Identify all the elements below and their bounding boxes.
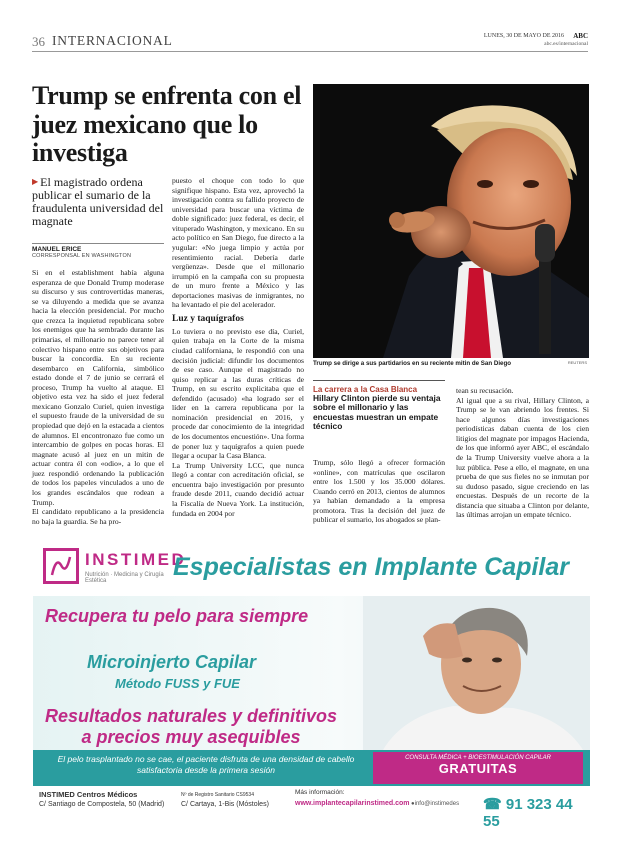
ad-results: Resultados naturales y definitivos a precios muy asequibles xyxy=(44,706,338,747)
ad-info-strip xyxy=(33,750,590,786)
article-column-4 xyxy=(456,386,589,520)
ad-header xyxy=(33,538,590,596)
ad-banner-title: Especialistas en Implante Capilar xyxy=(173,553,569,581)
sidebar-title: Hillary Clinton pierde su ventaja sobre el millonario y las encuestas muestran un empate técnico xyxy=(313,393,441,432)
ad-more-info-label: Más información: xyxy=(295,789,345,796)
free-consultation-badge xyxy=(373,752,583,784)
ad-address-madrid: C/ Santiago de Compostela, 50 (Madrid) xyxy=(39,801,165,808)
paragraph: tean su recusación. xyxy=(456,386,514,395)
whatsapp-icon: ☎ xyxy=(483,796,502,813)
paragraph: puesto el choque con todo lo que signifique hispano. Esta vez, aprovechó la investigación contra su fallido proyecto de universidad para buscar una víctima de doble significado: juez federal, es decir, el vituperado Washington, y mexicano. En su acto político en San Diego, fue directo a la yugular: «No juega limpio y actúa por resentimiento racial. Debería darle vergüenza». Desde que el millonario irrumpió en la campaña con su propuesta de un muro frente a México y las deportaciones masivas de inmigrantes, no ha levantado el pie del acelerador. xyxy=(172,176,304,310)
caption-text: Trump se dirige a sus partidarios en su reciente mitin de San Diego xyxy=(313,360,512,367)
article-column-2 xyxy=(172,176,304,518)
ad-footer xyxy=(33,786,590,830)
article-headline: Trump se enfrenta con el juez mexicano que lo investiga xyxy=(32,81,302,168)
byline-name: MANUEL ERICE xyxy=(32,246,82,253)
section-url: abc.es/internacional xyxy=(544,41,588,47)
badge-title: GRATUITAS xyxy=(438,761,518,776)
ad-phone xyxy=(483,795,590,830)
ad-main-panel xyxy=(33,596,590,750)
social-handle: info@instimedes xyxy=(414,801,460,807)
article-column-3 xyxy=(313,458,445,525)
ad-method: Método FUSS y FUE xyxy=(115,676,240,691)
byline-role: CORRESPONSAL EN WASHINGTON xyxy=(32,253,132,259)
phone-number: 91 323 44 55 xyxy=(483,796,573,830)
subhead: Luz y taquígrafos xyxy=(172,313,244,324)
paragraph: El candidato republicano a la presidencia no baja la guardia. Se ha pro- xyxy=(32,507,164,526)
ad-centers-title: INSTIMED Centros Médicos xyxy=(39,790,138,799)
trump-pointing-image xyxy=(313,84,589,358)
section-name: INTERNACIONAL xyxy=(52,33,173,48)
paragraph: Al igual que a su rival, Hillary Clinton, a Trump se le van abriendo los frentes. Si hace algunos días investigaciones periodísticas daban cuenta de los cien litigios del magnate por impagos Hacienda, de los que informó ayer ABC, el escándalo de la Trump University vuelve ahora a la luz pública. Pese a ello, el magnate, en una prueba de que sus fieles no se inmutan por su dudoso pasado, sigue creciendo en las encuestas. Después de un recorte de la distancia que situaba a Clinton por delante, las últimas arrojan un empate técnico. xyxy=(456,395,589,520)
instimed-advertisement xyxy=(33,538,590,830)
page-number: 36 xyxy=(32,34,45,49)
photo-credit: REUTERS xyxy=(567,360,587,365)
related-sidebar xyxy=(313,380,445,432)
paragraph: Trump, sólo llegó a ofrecer formación «online», con matrículas que oscilaron entre los 1.500 y los 35.000 dólares. Cuando cerró en 2013, cientos de alumnos ya habían demandado a la empresa promotora. Tras la decisión del juez de publicar el sumario, los abogados se plan- xyxy=(313,458,445,525)
ad-slogan: Recupera tu pelo para siempre xyxy=(45,606,309,626)
ad-logo xyxy=(43,546,187,586)
ad-claim: El pelo trasplantado no se cae, el paciente disfruta de una densidad de cabello satisfactoria desde la primera sesión xyxy=(57,754,355,776)
badge-subtitle: CONSULTA MÉDICA + BIOESTIMULACIÓN CAPILAR xyxy=(405,755,551,761)
brand-name: ABC xyxy=(573,32,588,40)
article-column-1 xyxy=(32,268,164,526)
sidebar-kicker: La carrera a la Casa Blanca xyxy=(313,385,418,394)
facebook-icon: ● xyxy=(411,801,415,807)
photo-caption xyxy=(313,360,589,367)
ad-registry: Nº de Registro Sanitario CS9534 xyxy=(181,792,254,798)
ad-brand-tagline: Nutrición · Medicina y Cirugía Estética xyxy=(85,572,164,584)
paragraph: La Trump University LCC, que nunca llegó a contar con acreditación oficial, se encuentra bajo investigación por presunto fraude desde 2011, cuando decidió actuar la Fiscalía de Nueva York. La institución, fundada en 2004 por xyxy=(172,460,304,518)
article-photo xyxy=(313,84,589,358)
paragraph: Si en el establishment había alguna esperanza de que Donald Trump moderase su discurso y sus controvertidas maneras, se va diluyendo a medida que se avanza hacia la elección presidencial. Por mucho que crezca la inquietud republicana sobre los enemigos que ha sembrado durante las primarias, el millonario no parece tener al colectivo hispano entre sus objetivos para buscar la concordia. En su reciente desembarco en California, simbólico estado donde el 7 de junio se cerrará el proceso, Trump ha vuelto al ataque. El objetivo esta vez ha sido el juez federal mexicano Gonzalo Curiel, quien investiga el supuesto fraude de la universidad de su propiedad que dejó en la estacada a cientos de alumnos. El encontronazo fue como un intercambio de golpes en pocas horas. El magnate acusó al juez en un mitin de actuar contra él con «odio», a lo que el juez respondió ordenando la publicación de todos los papeles vinculados a uno de los grandes escándalos que rodean a Trump. xyxy=(32,268,164,507)
instimed-logo-icon xyxy=(43,548,79,584)
ad-service: Microinjerto Capilar xyxy=(87,652,257,672)
deck-text: El magistrado ordena publicar el sumario de la fraudulenta universidad del magnate xyxy=(32,175,164,228)
deck-arrow-icon: ▶ xyxy=(32,177,39,186)
article-deck xyxy=(32,176,164,228)
model-man-image xyxy=(363,596,590,750)
ad-website: www.implantecapilarinstimed.com xyxy=(295,800,410,807)
paragraph: Lo tuviera o no previsto ese día, Curiel, quien trabaja en la Corte de la misma ciudad californiana, le respondió con una decisión judicial: difundir los documentos de ese caso. Aunque el magistrado no quiso replicar a las duras críticas de Trump, en su escrito explicitaba que el defendido (acusado) «ha logrado ser el líder en la carrera republicana por la nominación presidencial en 2016, y procede dar conocimiento de la integridad de los documentos encuestión». Una forma de poner luz y taquígrafos a quien puede llegar a ocupar la Casa Blanca. xyxy=(172,326,304,461)
ad-brand-name: INSTIMED xyxy=(85,550,187,569)
ad-address-mostoles: C/ Cartaya, 1-Bis (Móstoles) xyxy=(181,801,269,808)
byline xyxy=(32,243,164,259)
ad-social xyxy=(411,801,459,807)
issue-date: LUNES, 30 DE MAYO DE 2016 xyxy=(483,33,564,39)
page-header xyxy=(32,28,588,52)
